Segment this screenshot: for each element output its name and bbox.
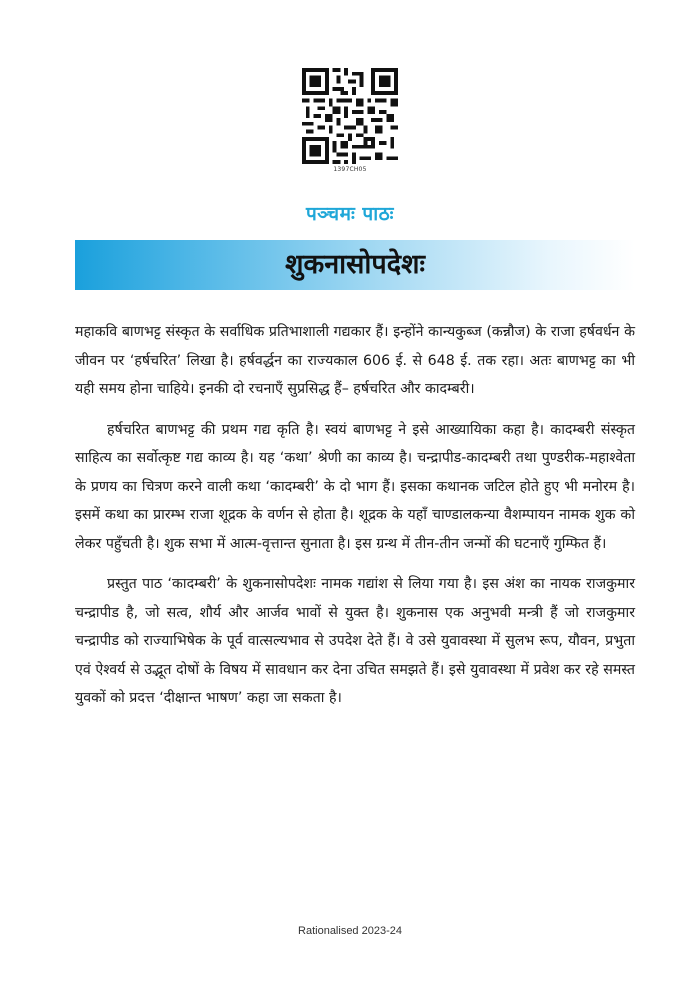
lesson-body	[75, 318, 635, 725]
paragraph-intro: महाकवि बाणभट्ट संस्कृत के सर्वाधिक प्रतिभाशाली गद्यकार हैं। इन्होंने कान्यकुब्ज (कन्नौज) के राजा हर्षवर्धन के जीवन पर ‘हर्षचरित’ लिखा है। हर्षवर्द्धन का राज्यकाल 606 ई. से 648 ई. तक रहा। अतः बाणभट्ट का भी यही समय होना चाहिये। इनकी दो रचनाएँ सुप्रसिद्ध हैं– हर्षचरित और कादम्बरी।	[75, 324, 635, 397]
title-banner	[75, 240, 635, 290]
qr-code-label: 1397CH05	[333, 166, 367, 173]
qr-code-block	[302, 68, 398, 173]
paragraph-lesson-summary: प्रस्तुत पाठ ‘कादम्बरी’ के शुकनासोपदेशः नामक गद्यांश से लिया गया है। इस अंश का नायक राजकुमार चन्द्रापीड है, जो सत्व, शौर्य और आर्जव भावों से युक्त है। शुकनास एक अनुभवी मन्त्री हैं जो राजकुमार चन्द्रापीड को राज्याभिषेक के पूर्व वात्सल्यभाव से उपदेश देते हैं। वे उसे युवावस्था में सुलभ रूप, यौवन, प्रभुता एवं ऐश्वर्य से उद्भूत दोषों के विषय में सावधान कर देना उचित समझते हैं। इसे युवावस्था में प्रवेश कर रहे समस्त युवकों को प्रदत्त ‘दीक्षान्त भाषण’ कहा जा सकता है।	[75, 576, 635, 706]
footer-rationalised: Rationalised 2023-24	[298, 925, 402, 937]
qr-code-icon	[302, 68, 398, 164]
lesson-title: शुकनासोपदेशः	[285, 249, 425, 280]
paragraph-harshacharita: हर्षचरित बाणभट्ट की प्रथम गद्य कृति है। स्वयं बाणभट्ट ने इसे आख्यायिका कहा है। कादम्बरी संस्कृत साहित्य का सर्वोत्कृष्ट गद्य काव्य है। यह ‘कथा’ श्रेणी का काव्य है। चन्द्रापीड-कादम्बरी तथा पुण्डरीक-महाश्वेता के प्रणय का चित्रण करने वाली कथा ‘कादम्बरी’ के दो भाग हैं। इसका कथानक जटिल होते हुए भी मनोरम है। इसमें कथा का प्रारम्भ राजा शूद्रक के वर्णन से होता है। शूद्रक के यहाँ चाण्डालकन्या वैशम्पायन नामक शुक को लेकर पहुँचती है। शुक सभा में आत्म-वृत्तान्त सुनाता है। इस ग्रन्थ में तीन-तीन जन्मों की घटनाएँ गुम्फित हैं।	[75, 421, 635, 552]
lesson-number: पञ्चमः पाठः	[305, 203, 394, 225]
